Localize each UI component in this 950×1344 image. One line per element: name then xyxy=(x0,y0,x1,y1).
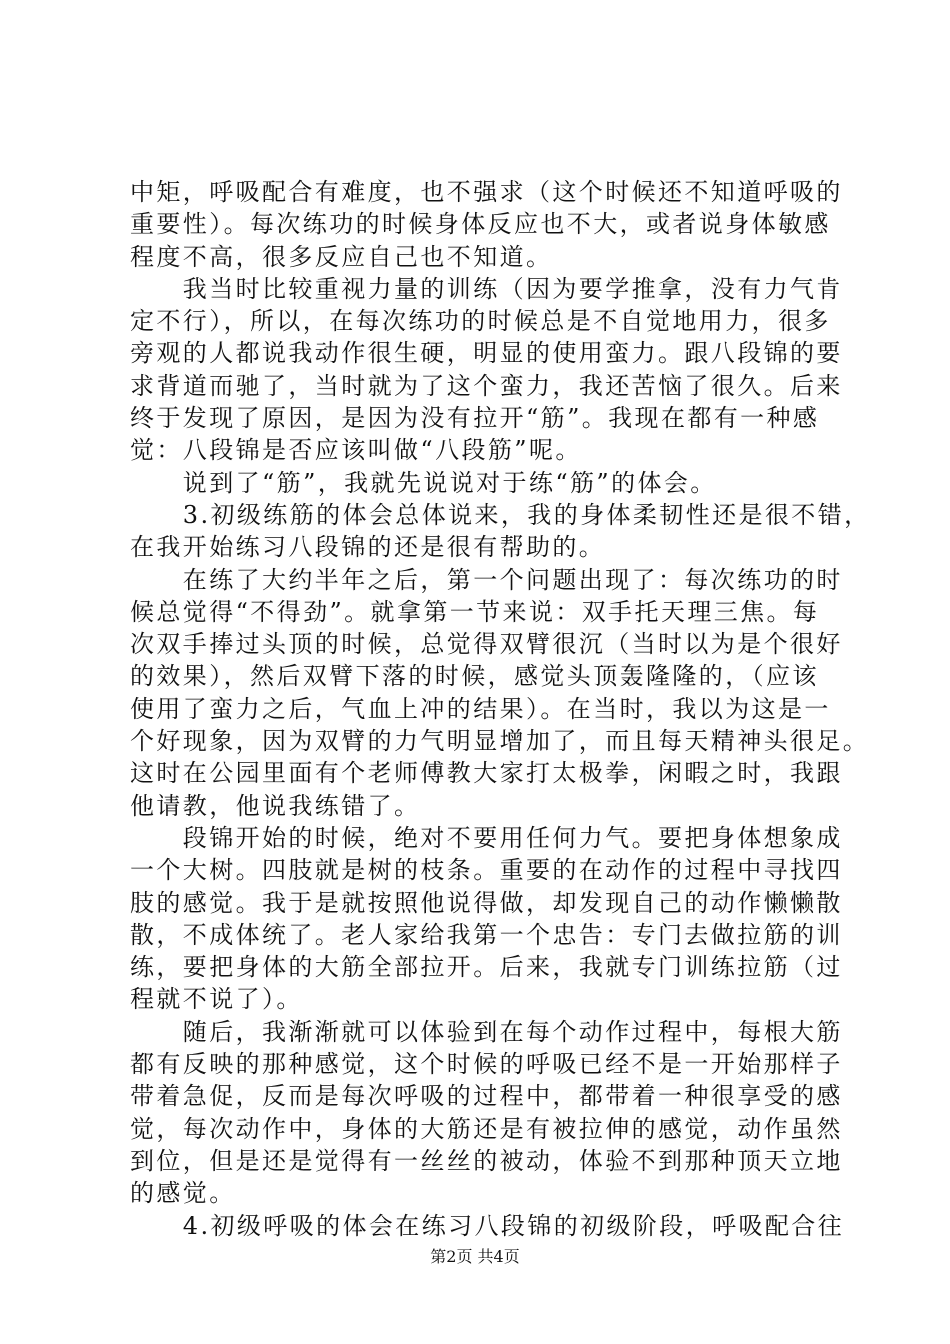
text-line: 在我开始练习八段锦的还是很有帮助的。 xyxy=(130,533,606,562)
text-line: 的效果），然后双臂下落的时候，感觉头顶轰隆隆的，（应该 xyxy=(130,662,819,691)
text-line: 我当时比较重视力量的训练（因为要学推拿，没有力气肯 xyxy=(130,274,843,303)
text-line: 随后，我渐渐就可以体验到在每个动作过程中，每根大筋 xyxy=(130,1017,843,1046)
text-line: 段锦开始的时候，绝对不要用任何力气。要把身体想象成 xyxy=(130,823,843,852)
text-line: 到位，但是还是觉得有一丝丝的被动，体验不到那种顶天立地 xyxy=(130,1146,843,1175)
text-line: 他请教，他说我练错了。 xyxy=(130,791,421,820)
text-line: 终于发现了原因，是因为没有拉开“筋”。我现在都有一种感 xyxy=(130,404,820,433)
text-line: 散，不成体统了。老人家给我第一个忠告：专门去做拉筋的训 xyxy=(130,920,843,949)
text-line: 程度不高，很多反应自己也不知道。 xyxy=(130,242,553,271)
text-line: 在练了大约半年之后，第一个问题出现了：每次练功的时 xyxy=(130,565,843,594)
text-line: 定不行），所以，在每次练功的时候总是不自觉地用力，很多 xyxy=(130,307,831,336)
text-line: 使用了蛮力之后，气血上冲的结果）。在当时，我以为这是一 xyxy=(130,694,831,723)
text-line: 4.初级呼吸的体会在练习八段锦的初级阶段，呼吸配合往 xyxy=(130,1211,845,1240)
text-line: 候总觉得“不得劲”。就拿第一节来说：双手托天理三焦。每 xyxy=(130,597,820,626)
text-line: 练，要把身体的大筋全部拉开。后来，我就专门训练拉筋（过 xyxy=(130,953,843,982)
text-line: 都有反映的那种感觉，这个时候的呼吸已经不是一开始那样子 xyxy=(130,1050,843,1079)
text-line: 觉：八段锦是否应该叫做“八段筋”呢。 xyxy=(130,436,582,465)
text-line: 带着急促，反而是每次呼吸的过程中，都带着一种很享受的感 xyxy=(130,1082,843,1111)
text-line: 一个大树。四肢就是树的枝条。重要的在动作的过程中寻找四 xyxy=(130,856,843,885)
text-line: 觉，每次动作中，身体的大筋还是有被拉伸的感觉，动作虽然 xyxy=(130,1114,843,1143)
text-line: 这时在公园里面有个老师傅教大家打太极拳，闲暇之时，我跟 xyxy=(130,759,843,788)
text-line: 的感觉。 xyxy=(130,1179,236,1208)
text-line: 重要性）。每次练功的时候身体反应也不大，或者说身体敏感 xyxy=(130,210,831,239)
text-line: 次双手捧过头顶的时候，总觉得双臂很沉（当时以为是个很好 xyxy=(130,630,843,659)
text-line: 个好现象，因为双臂的力气明显增加了，而且每天精神头很足。 xyxy=(130,727,870,756)
document-body xyxy=(130,176,871,1242)
text-line: 3.初级练筋的体会总体说来，我的身体柔韧性还是很不错， xyxy=(130,500,871,529)
text-line: 旁观的人都说我动作很生硬，明显的使用蛮力。跟八段锦的要 xyxy=(130,339,843,368)
text-line: 求背道而驰了，当时就为了这个蛮力，我还苦恼了很久。后来 xyxy=(130,371,843,400)
text-line: 程就不说了）。 xyxy=(130,985,303,1014)
text-line: 说到了“筋”，我就先说说对于练“筋”的体会。 xyxy=(130,468,717,497)
page-number-label: 第2页 共4页 xyxy=(430,1247,520,1266)
text-line: 中矩，呼吸配合有难度，也不强求（这个时候还不知道呼吸的 xyxy=(130,178,843,206)
text-line: 肢的感觉。我于是就按照他说得做，却发现自己的动作懒懒散 xyxy=(130,888,843,917)
page-footer xyxy=(0,1247,950,1267)
